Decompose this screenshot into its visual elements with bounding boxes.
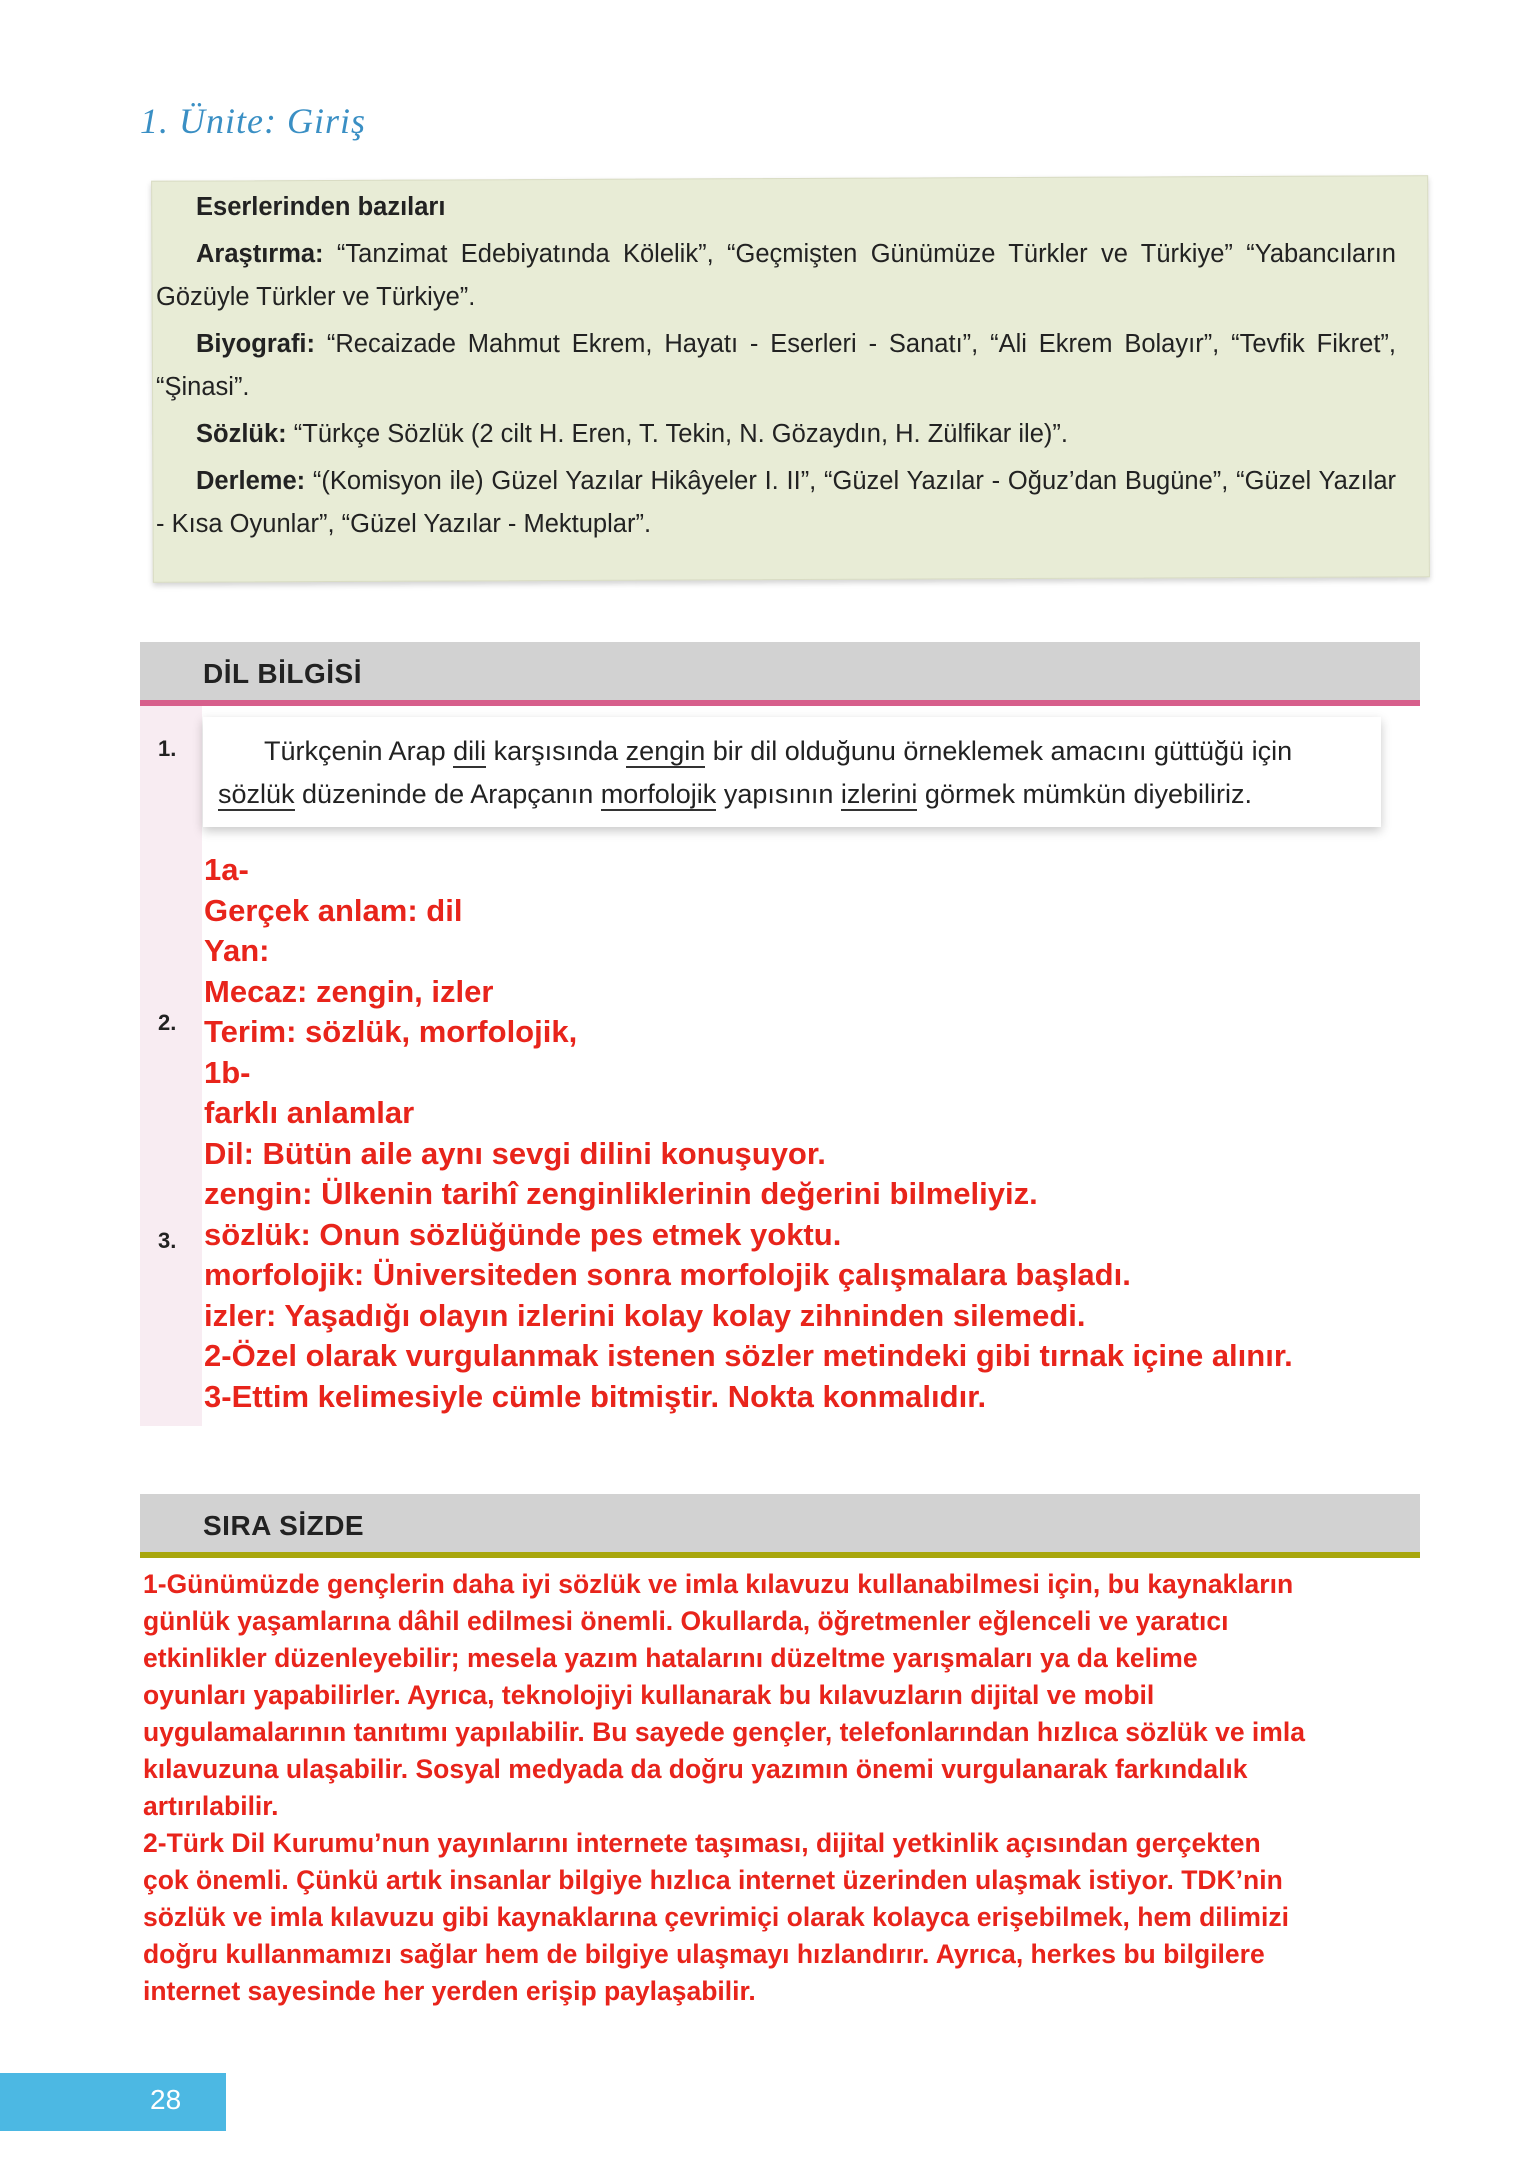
unit-title: 1. Ünite: Giriş — [140, 101, 366, 141]
underlined-word: izlerini — [840, 779, 918, 809]
works-list — [156, 186, 1396, 550]
answer-line: artırılabilir. — [143, 1791, 279, 1821]
question-number-2: 2. — [158, 1010, 177, 1035]
works-item: Biyografi: “Recaizade Mahmut Ekrem, Hayatı - Eserleri - Sanatı”, “Ali Ekrem Bolayır”, “Tevfik Fikret”, “Şinasi”. — [156, 330, 1396, 401]
answer-line: izler: Yaşadığı olayın izlerini kolay kolay zihninden silemedi. — [204, 1297, 1086, 1333]
handwritten-answers — [204, 850, 1404, 1417]
answer-line: etkinlikler düzenleyebilir; mesela yazım hatalarını düzeltme yarışmaları ya da kelime — [143, 1643, 1198, 1673]
quote-line-2: sözlük düzeninde de Arapçanın morfolojik yapısının izlerini görmek mümkün diyebiliriz. — [218, 779, 1253, 809]
works-heading: Eserlerinden bazıları — [196, 193, 446, 221]
answer-line: çok önemli. Çünkü artık insanlar bilgiye hızlıca internet üzerinden ulaşmak istiyor. TDK’nin — [143, 1865, 1283, 1895]
page-number-tab — [0, 2073, 226, 2131]
underlined-word: dili — [453, 736, 487, 766]
answer-line: Terim: sözlük, morfolojik, — [204, 1014, 578, 1049]
works-item: Sözlük: “Türkçe Sözlük (2 cilt H. Eren, T. Tekin, N. Gözaydın, H. Zülfikar ile)”. — [196, 420, 1068, 448]
page-number: 28 — [150, 2084, 182, 2115]
answer-line: Mecaz: zengin, izler — [204, 973, 494, 1009]
underlined-word: morfolojik — [600, 779, 717, 809]
answer-line: 3-Ettim kelimesiyle cümle bitmiştir. Nokta konmalıdır. — [204, 1378, 987, 1414]
answer-line: zengin: Ülkenin tarihî zenginliklerinin değerini bilmeliyiz. — [204, 1176, 1038, 1211]
underlined-word: zengin — [625, 736, 706, 766]
underlined-word: sözlük — [218, 779, 295, 809]
question-number-1: 1. — [158, 736, 177, 761]
answer-line: Gerçek anlam: dil — [204, 892, 463, 928]
answer-line: 1-Günümüzde gençlerin daha iyi sözlük ve imla kılavuzu kullanabilmesi için, bu kaynakların — [143, 1569, 1294, 1599]
answer-line: günlük yaşamlarına dâhil edilmesi önemli. Okullarda, öğretmenler eğlenceli ve yaratıcı — [143, 1606, 1229, 1636]
answer-line: sözlük ve imla kılavuzu gibi kaynaklarına çevrimiçi olarak kolayca erişebilmek, hem dilimizi — [143, 1902, 1289, 1932]
quote-text — [218, 730, 1378, 816]
works-item: Araştırma: “Tanzimat Edebiyatında Kölelik”, “Geçmişten Günümüze Türkler ve Türkiye” “Yabancıların Gözüyle Türkler ve Türkiye”. — [156, 240, 1396, 311]
answer-line: morfolojik: Üniversiteden sonra morfolojik çalışmalara başladı. — [204, 1257, 1131, 1292]
number-column — [140, 706, 202, 1426]
answer-line: Dil: Bütün aile aynı sevgi dilini konuşuyor. — [204, 1135, 826, 1171]
answer-line: 2-Türk Dil Kurumu’nun yayınlarını internete taşıması, dijital yetkinlik açısından gerçekten — [143, 1828, 1261, 1858]
answer-line: uygulamalarının tanıtımı yapılabilir. Bu sayede gençler, telefonlarından hızlıca sözlük ve imla — [143, 1717, 1305, 1747]
answer-line: farklı anlamlar — [204, 1095, 415, 1130]
answer-line: 1b- — [204, 1054, 251, 1090]
answer-line: sözlük: Onun sözlüğünde pes etmek yoktu. — [204, 1216, 842, 1252]
answer-line: internet sayesinde her yerden erişip paylaşabilir. — [143, 1976, 756, 2006]
works-item: Derleme: “(Komisyon ile) Güzel Yazılar Hikâyeler I. II”, “Güzel Yazılar - Oğuz’dan Bugüne”, “Güzel Yazılar - Kısa Oyunlar”, “Güzel Yazılar - Mektuplar”. — [156, 467, 1396, 538]
sira-sizde-answer — [143, 1566, 1433, 2010]
sira-sizde-title: SIRA SİZDE — [203, 1510, 365, 1541]
section-divider — [140, 1552, 1420, 1558]
answer-line: 2-Özel olarak vurgulanmak istenen sözler metindeki gibi tırnak içine alınır. — [204, 1338, 1293, 1373]
quote-line-1: Türkçenin Arap dili karşısında zengin bir dil olduğunu örneklemek amacını güttüğü için — [264, 736, 1293, 766]
answer-line: doğru kullanmamızı sağlar hem de bilgiye ulaşmayı hızlandırır. Ayrıca, herkes bu bilgilere — [143, 1939, 1265, 1969]
answer-line: Yan: — [204, 933, 270, 968]
section-divider — [140, 700, 1420, 706]
question-number-3: 3. — [158, 1228, 177, 1253]
dil-bilgisi-title: DİL BİLGİSİ — [203, 658, 362, 689]
answer-line: oyunları yapabilirler. Ayrıca, teknolojiyi kullanarak bu kılavuzların dijital ve mobil — [143, 1680, 1155, 1710]
answer-line: kılavuzuna ulaşabilir. Sosyal medyada da doğru yazımın önemi vurgulanarak farkındalık — [143, 1754, 1248, 1784]
answer-line: 1a- — [204, 852, 249, 887]
